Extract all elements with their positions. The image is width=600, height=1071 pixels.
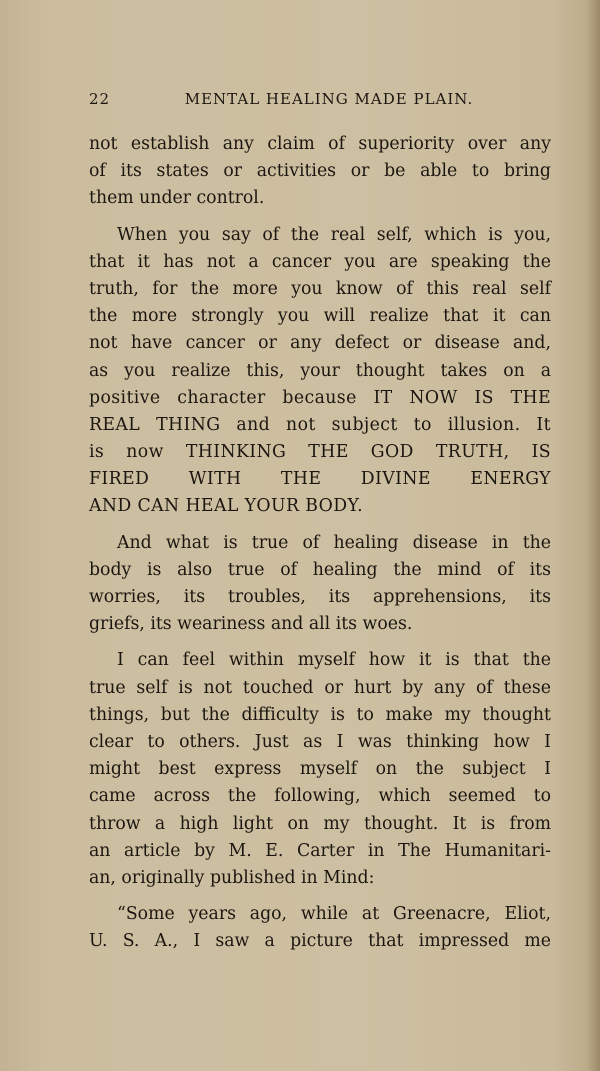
text-line: as you realize this, your thought takes on a — [89, 360, 551, 381]
text-line: U. S. A., I saw a picture that impressed me — [89, 931, 551, 952]
text-line: is now THINKING THE GOD TRUTH, IS — [89, 442, 551, 463]
text-line: truth, for the more you know of this real self — [89, 278, 551, 299]
text-line: clear to others. Just as I was thinking how I — [89, 731, 551, 752]
text-line: worries, its troubles, its apprehensions, its — [89, 587, 551, 607]
body-text — [89, 131, 551, 955]
text-line: things, but the difficulty is to make my thought — [89, 704, 551, 725]
text-line: throw a high light on my thought. It is from — [89, 813, 551, 834]
page-number: 22 — [89, 90, 111, 108]
text-line: true self is not touched or hurt by any of these — [89, 677, 551, 698]
text-line: might best express myself on the subject I — [89, 759, 551, 780]
text-line: I can feel within myself how it is that the — [117, 650, 551, 671]
text-line: FIRED WITH THE DIVINE ENERGY — [89, 469, 551, 490]
running-title: MENTAL HEALING MADE PLAIN. — [184, 90, 474, 108]
text-line: griefs, its weariness and all its woes. — [89, 614, 413, 635]
text-line: that it has not a cancer you are speaking the — [89, 251, 551, 272]
text-line: positive character because IT NOW IS THE — [89, 387, 551, 408]
text-line: them under control. — [89, 188, 265, 209]
page-edge-shadow — [586, 0, 600, 1071]
text-line: not establish any claim of superiority over any — [89, 134, 551, 154]
text-line: And what is true of healing disease in the — [117, 532, 551, 553]
text-line: REAL THING and not subject to illusion. It — [89, 414, 551, 435]
text-line: When you say of the real self, which is you, — [117, 224, 551, 245]
text-line: came across the following, which seemed to — [89, 786, 551, 807]
text-line: “Some years ago, while at Greenacre, Eliot, — [117, 904, 551, 925]
text-line: the more strongly you will realize that it can — [89, 306, 551, 327]
text-line: an article by M. E. Carter in The Humanitari- — [89, 840, 551, 861]
text-line: an, originally published in Mind: — [89, 867, 375, 888]
text-line: of its states or activities or be able to bring — [89, 161, 551, 182]
text-line: body is also true of healing the mind of its — [89, 559, 551, 580]
text-line: AND CAN HEAL YOUR BODY. — [89, 496, 363, 517]
text-line: not have cancer or any defect or disease and, — [89, 333, 551, 354]
